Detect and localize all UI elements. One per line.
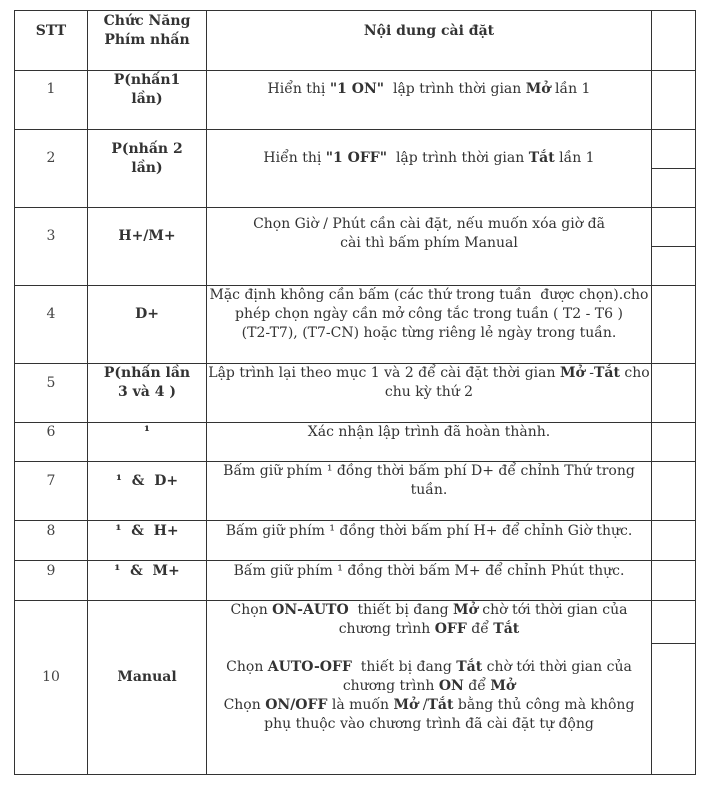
row-1-stt: [15, 71, 87, 108]
row-5-stt: [15, 364, 87, 402]
key-value: D+: [135, 306, 159, 322]
row-3-stt: [15, 208, 87, 265]
stt-value: 10: [42, 669, 60, 685]
content-value: Bấm giữ phím ¹ đồng thời bấm phí H+ để chỉnh Giờ thực.: [225, 522, 633, 539]
row-7-key: [88, 462, 206, 500]
settings-table: [14, 10, 696, 775]
row-9-stt: [15, 561, 87, 581]
key-value: ¹ & H+: [115, 522, 179, 539]
row-4-content: [207, 286, 651, 343]
key-value: ¹: [143, 424, 151, 440]
row-6-key: [88, 423, 206, 442]
row-7-content: [207, 462, 651, 500]
key-value: ¹ & D+: [115, 472, 179, 489]
content-value: Chọn ON-AUTO thiết bị đang Mở chờ tới thời gian của chương trình OFF để Tắt Chọn AUTO-OFF thiết bị đang Tắt chờ tới thời gian của chương trình ON để Mở Chọn ON/OFF là muốn Mở /Tắt bằng thủ công mà không phụ thuộc vào chương trình đã cài đặt tự động: [223, 602, 635, 732]
header-content: [207, 11, 651, 51]
content-value: Mặc định không cần bấm (các thứ trong tuần được chọn).cho phép chọn ngày cần mở công tắc trong tuần ( T2 - T6 ) (T2-T7), (T7-CN) hoặc từng riêng lẻ ngày trong tuần.: [209, 287, 649, 341]
content-value: Hiển thị "1 ON" lập trình thời gian Mở lần 1: [267, 81, 591, 97]
stt-value: 8: [46, 522, 56, 539]
row-9-key: [88, 561, 206, 581]
side-column-divider: [651, 246, 695, 247]
row-10-stt: [15, 601, 87, 754]
content-value: Lập trình lại theo mục 1 và 2 để cài đặt thời gian Mở -Tắt cho chu kỳ thứ 2: [208, 365, 650, 400]
side-column-divider: [651, 643, 695, 644]
stt-value: 1: [46, 81, 56, 97]
row-3-content: [207, 208, 651, 265]
content-value: Hiển thị "1 OFF" lập trình thời gian Tắt lần 1: [263, 150, 595, 166]
row-10-content: [207, 601, 651, 754]
stt-value: 7: [46, 472, 56, 489]
row-10-key: [88, 601, 206, 754]
row-4-stt: [15, 286, 87, 343]
row-6-content: [207, 423, 651, 442]
content-value: Bấm giữ phím ¹ đồng thời bấm M+ để chỉnh Phút thực.: [233, 562, 625, 579]
stt-value: 4: [46, 306, 56, 322]
row-9-content: [207, 561, 651, 581]
key-value: P(nhấn1 lần): [113, 72, 181, 107]
key-value: H+/M+: [118, 228, 176, 244]
column-divider: [651, 11, 652, 774]
stt-value: 3: [46, 228, 56, 244]
row-4-key: [88, 286, 206, 343]
row-1-content: [207, 71, 651, 108]
header-function-label: Chức Năng Phím nhấn: [103, 13, 191, 48]
content-value: Bấm giữ phím ¹ đồng thời bấm phí D+ để chỉnh Thứ trong tuần.: [223, 463, 635, 498]
row-2-key: [88, 140, 206, 180]
row-1-key: [88, 71, 206, 108]
row-7-stt: [15, 462, 87, 500]
header-stt-label: STT: [35, 22, 67, 39]
row-2-content: [207, 130, 651, 187]
side-column-divider: [651, 168, 695, 169]
stt-value: 2: [46, 150, 56, 166]
key-value: ¹ & M+: [114, 562, 180, 579]
key-value: P(nhấn 2 lần): [111, 141, 183, 176]
row-2-stt: [15, 130, 87, 187]
stt-value: 5: [46, 374, 56, 391]
row-5-content: [207, 364, 651, 402]
key-value: P(nhấn lần 3 và 4 ): [103, 365, 191, 400]
stt-value: 6: [46, 424, 56, 440]
stt-value: 9: [46, 562, 56, 579]
key-value: Manual: [117, 669, 177, 685]
row-8-content: [207, 521, 651, 541]
header-content-label: Nội dung cài đặt: [363, 22, 495, 39]
row-3-key: [88, 208, 206, 265]
row-6-stt: [15, 423, 87, 442]
row-8-key: [88, 521, 206, 541]
header-stt: [15, 11, 87, 51]
header-function: [88, 11, 206, 51]
row-8-stt: [15, 521, 87, 541]
content-value: Xác nhận lập trình đã hoàn thành.: [307, 424, 551, 440]
content-value: Chọn Giờ / Phút cần cài đặt, nếu muốn xóa giờ đã cài thì bấm phím Manual: [253, 216, 605, 251]
row-5-key: [88, 364, 206, 402]
